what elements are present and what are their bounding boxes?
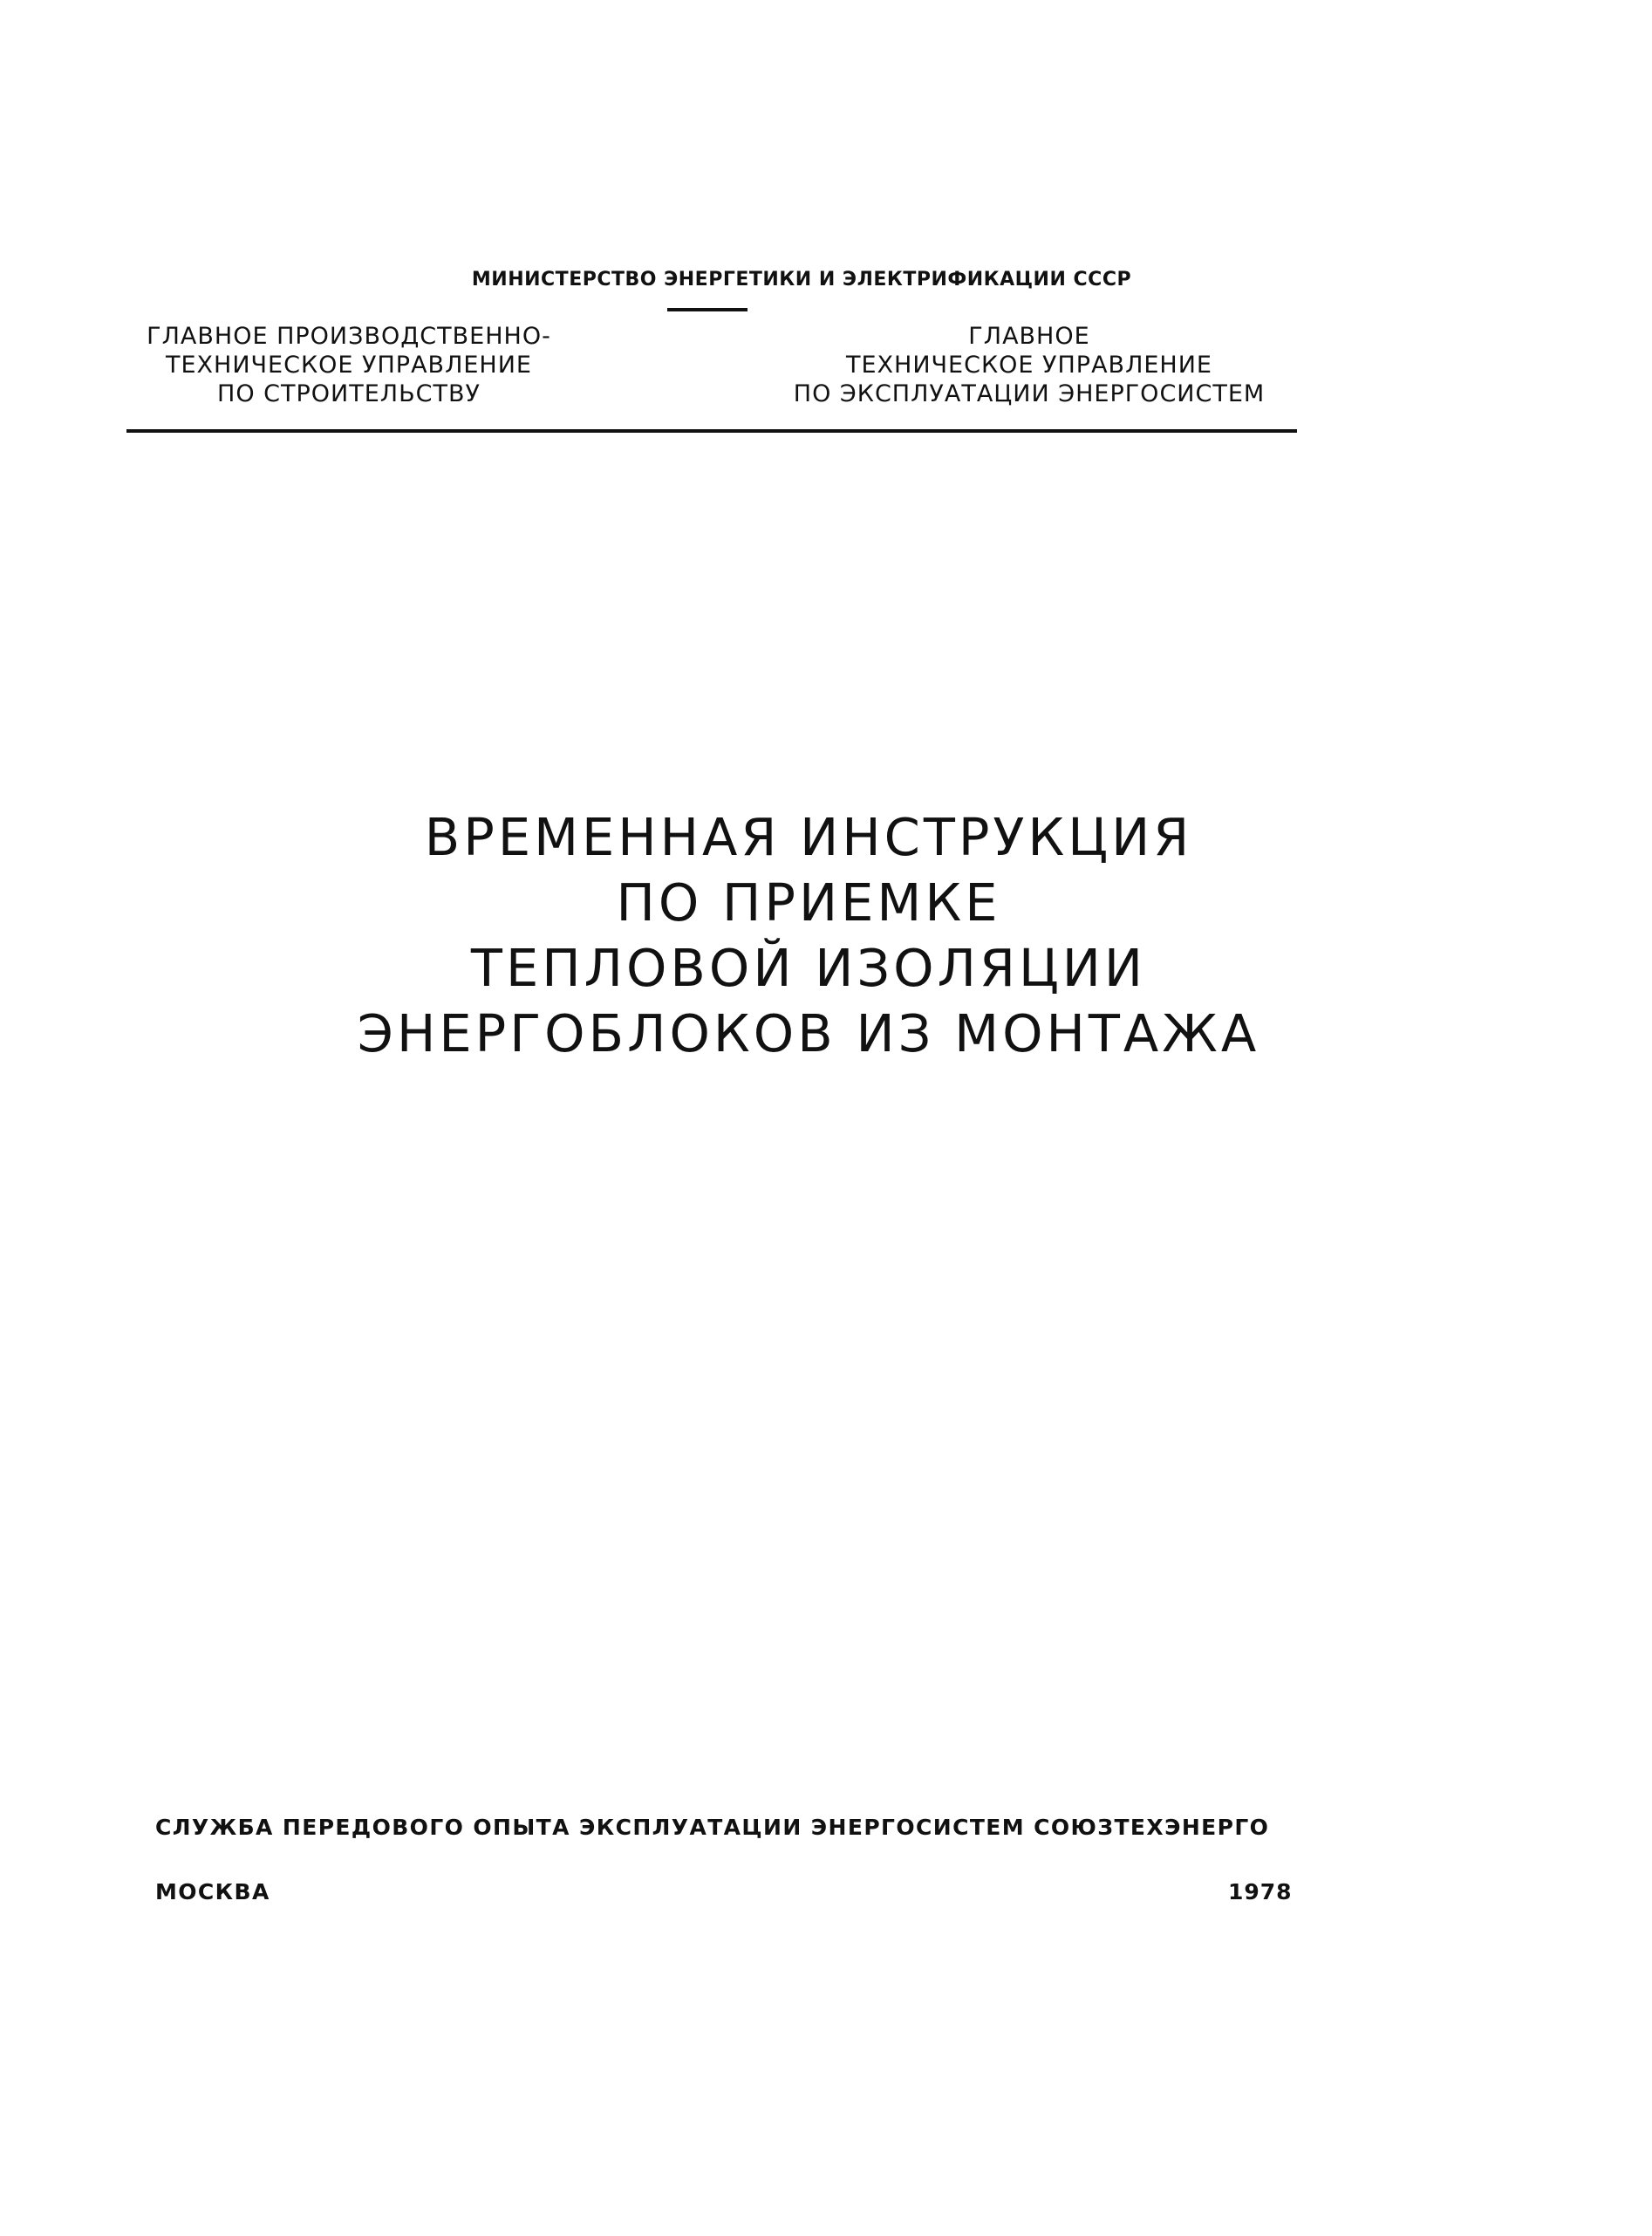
publisher-name: СЛУЖБА ПЕРЕДОВОГО ОПЫТА ЭКСПЛУАТАЦИИ ЭНЕРГОСИСТЕМ СОЮЗТЕХЭНЕРГО	[155, 1815, 1270, 1840]
ministry-name: МИНИСТЕРСТВО ЭНЕРГЕТИКИ И ЭЛЕКТРИФИКАЦИИ СССР	[471, 269, 1132, 291]
header-rule	[126, 429, 1297, 433]
right-department-line: ТЕХНИЧЕСКОЕ УПРАВЛЕНИЕ	[846, 352, 1212, 379]
document-title	[0, 804, 1635, 1066]
title-line: ТЕПЛОВОЙ ИЗОЛЯЦИИ	[470, 938, 1147, 998]
right-department-line: ПО ЭКСПЛУАТАЦИИ ЭНЕРГОСИСТЕМ	[793, 380, 1266, 407]
title-line: ЭНЕРГОБЛОКОВ ИЗ МОНТАЖА	[357, 1003, 1260, 1063]
left-department-line: ПО СТРОИТЕЛЬСТВУ	[217, 380, 481, 407]
title-line: ПО ПРИЕМКЕ	[616, 872, 1001, 933]
title-line: ВРЕМЕННАЯ ИНСТРУКЦИЯ	[424, 807, 1193, 867]
right-department-line: ГЛАВНОЕ	[968, 323, 1090, 350]
left-department	[131, 322, 567, 408]
right-department	[759, 322, 1300, 408]
left-department-line: ГЛАВНОЕ ПРОИЗВОДСТВЕННО-	[147, 323, 551, 350]
publication-city: МОСКВА	[155, 1879, 270, 1904]
left-department-line: ТЕХНИЧЕСКОЕ УПРАВЛЕНИЕ	[166, 352, 532, 379]
publication-year: 1978	[1228, 1879, 1293, 1904]
ministry-divider	[667, 308, 747, 311]
